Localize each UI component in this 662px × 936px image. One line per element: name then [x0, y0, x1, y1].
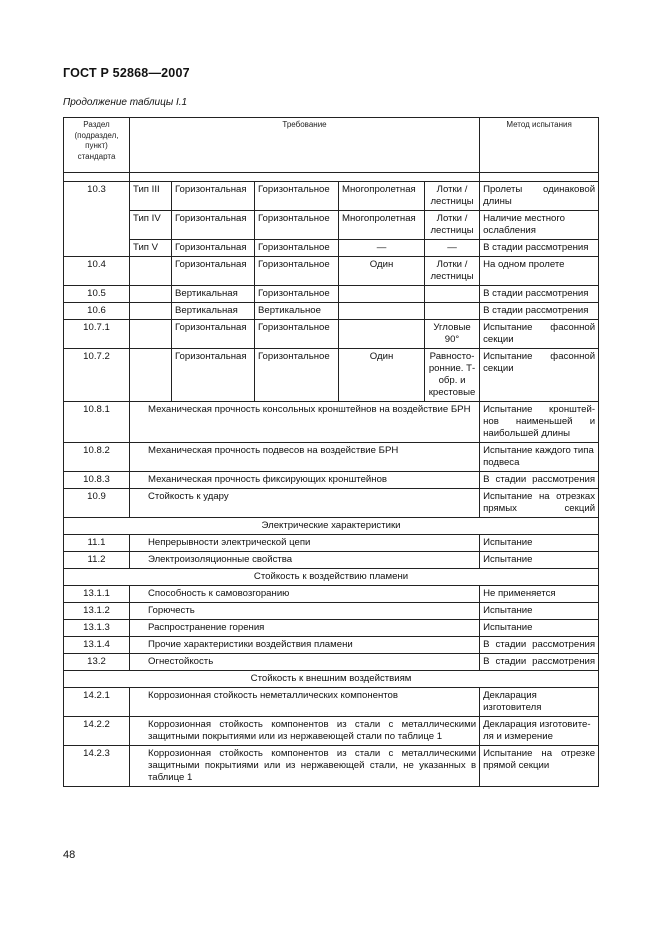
span-cell: Один: [339, 349, 425, 402]
type-cell: Тип IV: [130, 211, 172, 240]
header-method: Метод испытания: [480, 118, 599, 173]
section-number: 13.1.3: [64, 620, 130, 637]
table-row: [64, 552, 599, 569]
section-number: 11.1: [64, 535, 130, 552]
type-cell: [130, 303, 172, 320]
requirement-cell: Стойкость к удару: [130, 489, 480, 518]
type-cell: Тип III: [130, 182, 172, 211]
tray-cell: Горизонтальное: [255, 257, 339, 286]
method-cell: Декларация изготовите-ля и измерение: [480, 717, 599, 746]
table-row: [64, 320, 599, 349]
table-row: [64, 472, 599, 489]
method-cell: Испытание фасонной секции: [480, 349, 599, 402]
span-cell: Многопролетная: [339, 211, 425, 240]
element-cell: Равносто-ронние. Т-обр. и крестовые: [425, 349, 480, 402]
requirement-cell: Коррозионная стойкость компонентов из стали с металлическими защитными покрытиями или из нержавеющей стали, не указанных в таблице 1: [130, 746, 480, 787]
section-heading-row: [64, 671, 599, 688]
table-row: [64, 746, 599, 787]
requirement-cell: Горючесть: [130, 603, 480, 620]
element-cell: Угловые 90°: [425, 320, 480, 349]
element-cell: [425, 303, 480, 320]
type-cell: [130, 286, 172, 303]
table-row: [64, 654, 599, 671]
tray-cell: Горизонтальное: [255, 320, 339, 349]
table-row: [64, 182, 599, 211]
section-number: 13.1.2: [64, 603, 130, 620]
method-cell: Испытание на отрезке прямой секции: [480, 746, 599, 787]
section-number: 10.7.2: [64, 349, 130, 402]
method-cell: В стадии рассмотрения: [480, 286, 599, 303]
section-number: 11.2: [64, 552, 130, 569]
tray-cell: Горизонтальное: [255, 211, 339, 240]
section-number: 10.8.3: [64, 472, 130, 489]
tray-cell: Вертикальное: [255, 303, 339, 320]
spacer-row: [64, 173, 599, 182]
tray-cell: Горизонтальное: [255, 286, 339, 303]
span-cell: [339, 320, 425, 349]
requirement-cell: Коррозионная стойкость компонентов из стали с металлическими защитными покрытиями или из нержавеющей стали по таблице 1: [130, 717, 480, 746]
orientation-cell: Горизонтальная: [172, 211, 255, 240]
element-cell: Лотки / лестницы: [425, 182, 480, 211]
span-cell: [339, 286, 425, 303]
table-row: [64, 240, 599, 257]
section-heading: Стойкость к воздействию пламени: [64, 569, 599, 586]
table-row: [64, 257, 599, 286]
page-number: 48: [63, 849, 76, 861]
method-cell: Испытание кронштей-нов наименьшей и наибольшей длины: [480, 402, 599, 443]
table-row: [64, 286, 599, 303]
document-code: ГОСТ Р 52868—2007: [63, 66, 190, 80]
orientation-cell: Горизонтальная: [172, 182, 255, 211]
section-number: 10.8.1: [64, 402, 130, 443]
element-cell: Лотки / лестницы: [425, 257, 480, 286]
section-number: 14.2.3: [64, 746, 130, 787]
method-cell: Не применяется: [480, 586, 599, 603]
span-cell: —: [339, 240, 425, 257]
requirement-cell: Коррозионная стойкость неметаллических компонентов: [130, 688, 480, 717]
table-row: [64, 586, 599, 603]
method-cell: Испытание: [480, 552, 599, 569]
section-number: 10.9: [64, 489, 130, 518]
tray-cell: Горизонтальное: [255, 240, 339, 257]
method-cell: В стадии рассмотрения: [480, 637, 599, 654]
tray-cell: Горизонтальное: [255, 182, 339, 211]
table-row: [64, 211, 599, 240]
requirement-cell: Огнестойкость: [130, 654, 480, 671]
table-row: [64, 688, 599, 717]
type-cell: [130, 349, 172, 402]
method-cell: Испытание: [480, 603, 599, 620]
section-number: 13.1.4: [64, 637, 130, 654]
method-cell: Декларация изготовителя: [480, 688, 599, 717]
header-section: Раздел (подраздел, пункт) стандарта: [64, 118, 130, 173]
method-cell: Испытание: [480, 620, 599, 637]
table-row: [64, 620, 599, 637]
orientation-cell: Горизонтальная: [172, 257, 255, 286]
section-number: 10.3: [64, 182, 130, 257]
tray-cell: Горизонтальное: [255, 349, 339, 402]
method-cell: Пролеты одинаковой длины: [480, 182, 599, 211]
section-number: 14.2.1: [64, 688, 130, 717]
section-number: 10.8.2: [64, 443, 130, 472]
method-cell: Испытание: [480, 535, 599, 552]
table-row: [64, 717, 599, 746]
section-heading-row: [64, 569, 599, 586]
section-number: 10.7.1: [64, 320, 130, 349]
type-cell: [130, 320, 172, 349]
orientation-cell: Горизонтальная: [172, 349, 255, 402]
section-number: 14.2.2: [64, 717, 130, 746]
requirement-cell: Распространение горения: [130, 620, 480, 637]
header-requirement: Требование: [130, 118, 480, 173]
table-row: [64, 489, 599, 518]
orientation-cell: Вертикальная: [172, 303, 255, 320]
orientation-cell: Горизонтальная: [172, 320, 255, 349]
requirement-cell: Прочие характеристики воздействия пламени: [130, 637, 480, 654]
element-cell: [425, 286, 480, 303]
method-cell: На одном пролете: [480, 257, 599, 286]
orientation-cell: Горизонтальная: [172, 240, 255, 257]
table-row: [64, 535, 599, 552]
method-cell: В стадии рассмотрения: [480, 240, 599, 257]
table-row: [64, 402, 599, 443]
method-cell: Испытание фасонной секции: [480, 320, 599, 349]
requirement-cell: Непрерывности электрической цепи: [130, 535, 480, 552]
span-cell: Один: [339, 257, 425, 286]
table-row: [64, 303, 599, 320]
method-cell: Испытание каждого типа подвеса: [480, 443, 599, 472]
table-row: [64, 349, 599, 402]
section-number: 10.6: [64, 303, 130, 320]
method-cell: В стадии рассмотрения: [480, 303, 599, 320]
type-cell: [130, 257, 172, 286]
span-cell: [339, 303, 425, 320]
method-cell: Наличие местного ослабления: [480, 211, 599, 240]
method-cell: В стадии рассмотрения: [480, 472, 599, 489]
orientation-cell: Вертикальная: [172, 286, 255, 303]
element-cell: —: [425, 240, 480, 257]
span-cell: Многопролетная: [339, 182, 425, 211]
table-header-row: [64, 118, 599, 173]
requirement-cell: Механическая прочность фиксирующих кронштейнов: [130, 472, 480, 489]
element-cell: Лотки / лестницы: [425, 211, 480, 240]
section-heading-row: [64, 518, 599, 535]
type-cell: Тип V: [130, 240, 172, 257]
table-caption: Продолжение таблицы I.1: [63, 97, 188, 108]
section-number: 13.2: [64, 654, 130, 671]
section-number: 13.1.1: [64, 586, 130, 603]
table-row: [64, 603, 599, 620]
requirement-cell: Механическая прочность подвесов на воздействие БРН: [130, 443, 480, 472]
requirement-cell: Механическая прочность консольных кронштейнов на воздействие БРН: [130, 402, 480, 443]
table-row: [64, 443, 599, 472]
requirement-cell: Способность к самовозгоранию: [130, 586, 480, 603]
requirement-cell: Электроизоляционные свойства: [130, 552, 480, 569]
method-cell: Испытание на отрезках прямых секций: [480, 489, 599, 518]
section-number: 10.5: [64, 286, 130, 303]
section-heading: Электрические характеристики: [64, 518, 599, 535]
section-heading: Стойкость к внешним воздействиям: [64, 671, 599, 688]
table-row: [64, 637, 599, 654]
section-number: 10.4: [64, 257, 130, 286]
method-cell: В стадии рассмотрения: [480, 654, 599, 671]
requirements-table: [63, 117, 599, 787]
